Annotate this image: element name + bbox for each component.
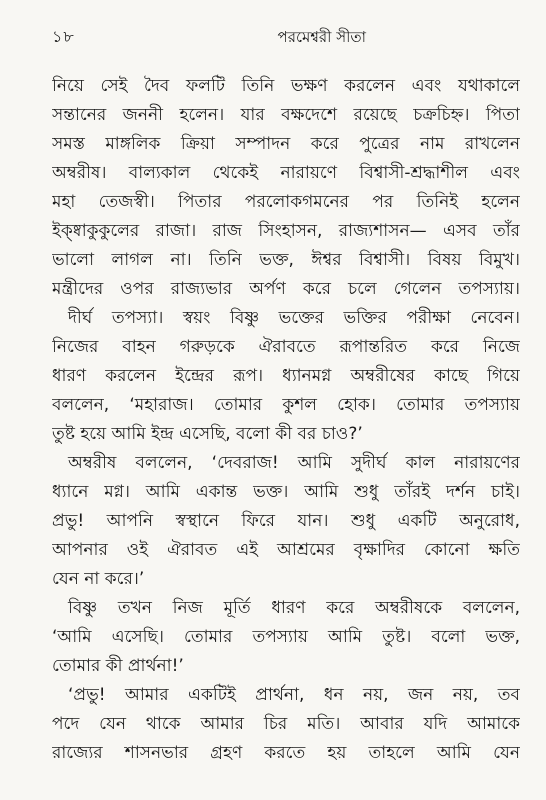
text-line-14: অম্বরীষ বললেন, ‘দেবরাজ! আমি সুদীর্ঘ কাল নারায়ণের bbox=[68, 453, 520, 473]
text-line-5: মহা তেজস্বী। পিতার পরলোকগমনের পর তিনিই হলেন bbox=[52, 192, 520, 212]
text-line-17: আপনার ওই ঐরাবত এই আশ্রমের বৃক্ষাদির কোনো ক্ষতি bbox=[52, 540, 520, 560]
page-number: ১৮ bbox=[52, 27, 75, 46]
text-line-19: বিষ্ণু তখন নিজ মূর্তি ধারণ করে অম্বরীষকে বললেন, bbox=[68, 598, 520, 618]
text-line-2: সন্তানের জননী হলেন। যার বক্ষদেশে রয়েছে চক্রচিহ্ন। পিতা bbox=[52, 105, 520, 125]
text-line-15: ধ্যানে মগ্ন। আমি একান্ত ভক্ত। আমি শুধু তাঁরই দর্শন চাই। bbox=[52, 482, 520, 502]
running-head bbox=[52, 24, 516, 58]
body-text bbox=[52, 72, 520, 768]
text-line-16: প্রভু! আপনি স্বস্থানে ফিরে যান। শুধু একটি অনুরোধ, bbox=[52, 511, 520, 531]
text-line-21: তোমার কী প্রার্থনা!’ bbox=[52, 656, 184, 676]
text-line-13: তুষ্ট হয়ে আমি ইন্দ্র এসেছি, বলো কী বর চাও?’ bbox=[52, 424, 363, 444]
text-line-11: ধারণ করলেন ইন্দ্রের রূপ। ধ্যানমগ্ন অম্বরীষের কাছে গিয়ে bbox=[52, 366, 520, 386]
text-line-10: নিজের বাহন গরুড়কে ঐরাবতে রূপান্তরিত করে নিজে bbox=[52, 337, 520, 357]
text-line-4: অম্বরীষ। বাল্যকাল থেকেই নারায়ণে বিশ্বাসী-শ্রদ্ধাশীল এবং bbox=[52, 163, 520, 183]
text-line-22: ‘প্রভু! আমার একটিই প্রার্থনা, ধন নয়, জন নয়, তব bbox=[68, 685, 520, 705]
text-line-8: মন্ত্রীদের ওপর রাজ্যভার অর্পণ করে চলে গেলেন তপস্যায়। bbox=[52, 279, 520, 299]
text-line-1: নিয়ে সেই দৈব ফলটি তিনি ভক্ষণ করলেন এবং যথাকালে bbox=[52, 76, 520, 96]
text-line-24: রাজ্যের শাসনভার গ্রহণ করতে হয় তাহলে আমি যেন bbox=[52, 743, 520, 763]
text-line-9: দীর্ঘ তপস্যা। স্বয়ং বিষ্ণু ভক্তের ভক্তির পরীক্ষা নেবেন। bbox=[68, 308, 520, 328]
text-line-18: যেন না করে।’ bbox=[52, 569, 145, 589]
text-line-7: ভালো লাগল না। তিনি ভক্ত, ঈশ্বর বিশ্বাসী। বিষয় বিমুখ। bbox=[52, 250, 520, 270]
text-line-6: ইক্ষ্বাকুকুলের রাজা। রাজ সিংহাসন, রাজ্যশাসন— এসব তাঁর bbox=[52, 221, 520, 241]
text-line-3: সমস্ত মাঙ্গলিক ক্রিয়া সম্পাদন করে পুত্রের নাম রাখলেন bbox=[52, 134, 520, 154]
running-title: পরমেশ্বরী সীতা bbox=[277, 28, 366, 46]
text-line-23: পদে যেন থাকে আমার চির মতি। আবার যদি আমাকে bbox=[52, 714, 520, 734]
text-line-20: ‘আমি এসেছি। তোমার তপস্যায় আমি তুষ্ট। বলো ভক্ত, bbox=[52, 627, 520, 647]
text-line-12: বললেন, ‘মহারাজ। তোমার কুশল হোক। তোমার তপস্যায় bbox=[52, 395, 520, 415]
